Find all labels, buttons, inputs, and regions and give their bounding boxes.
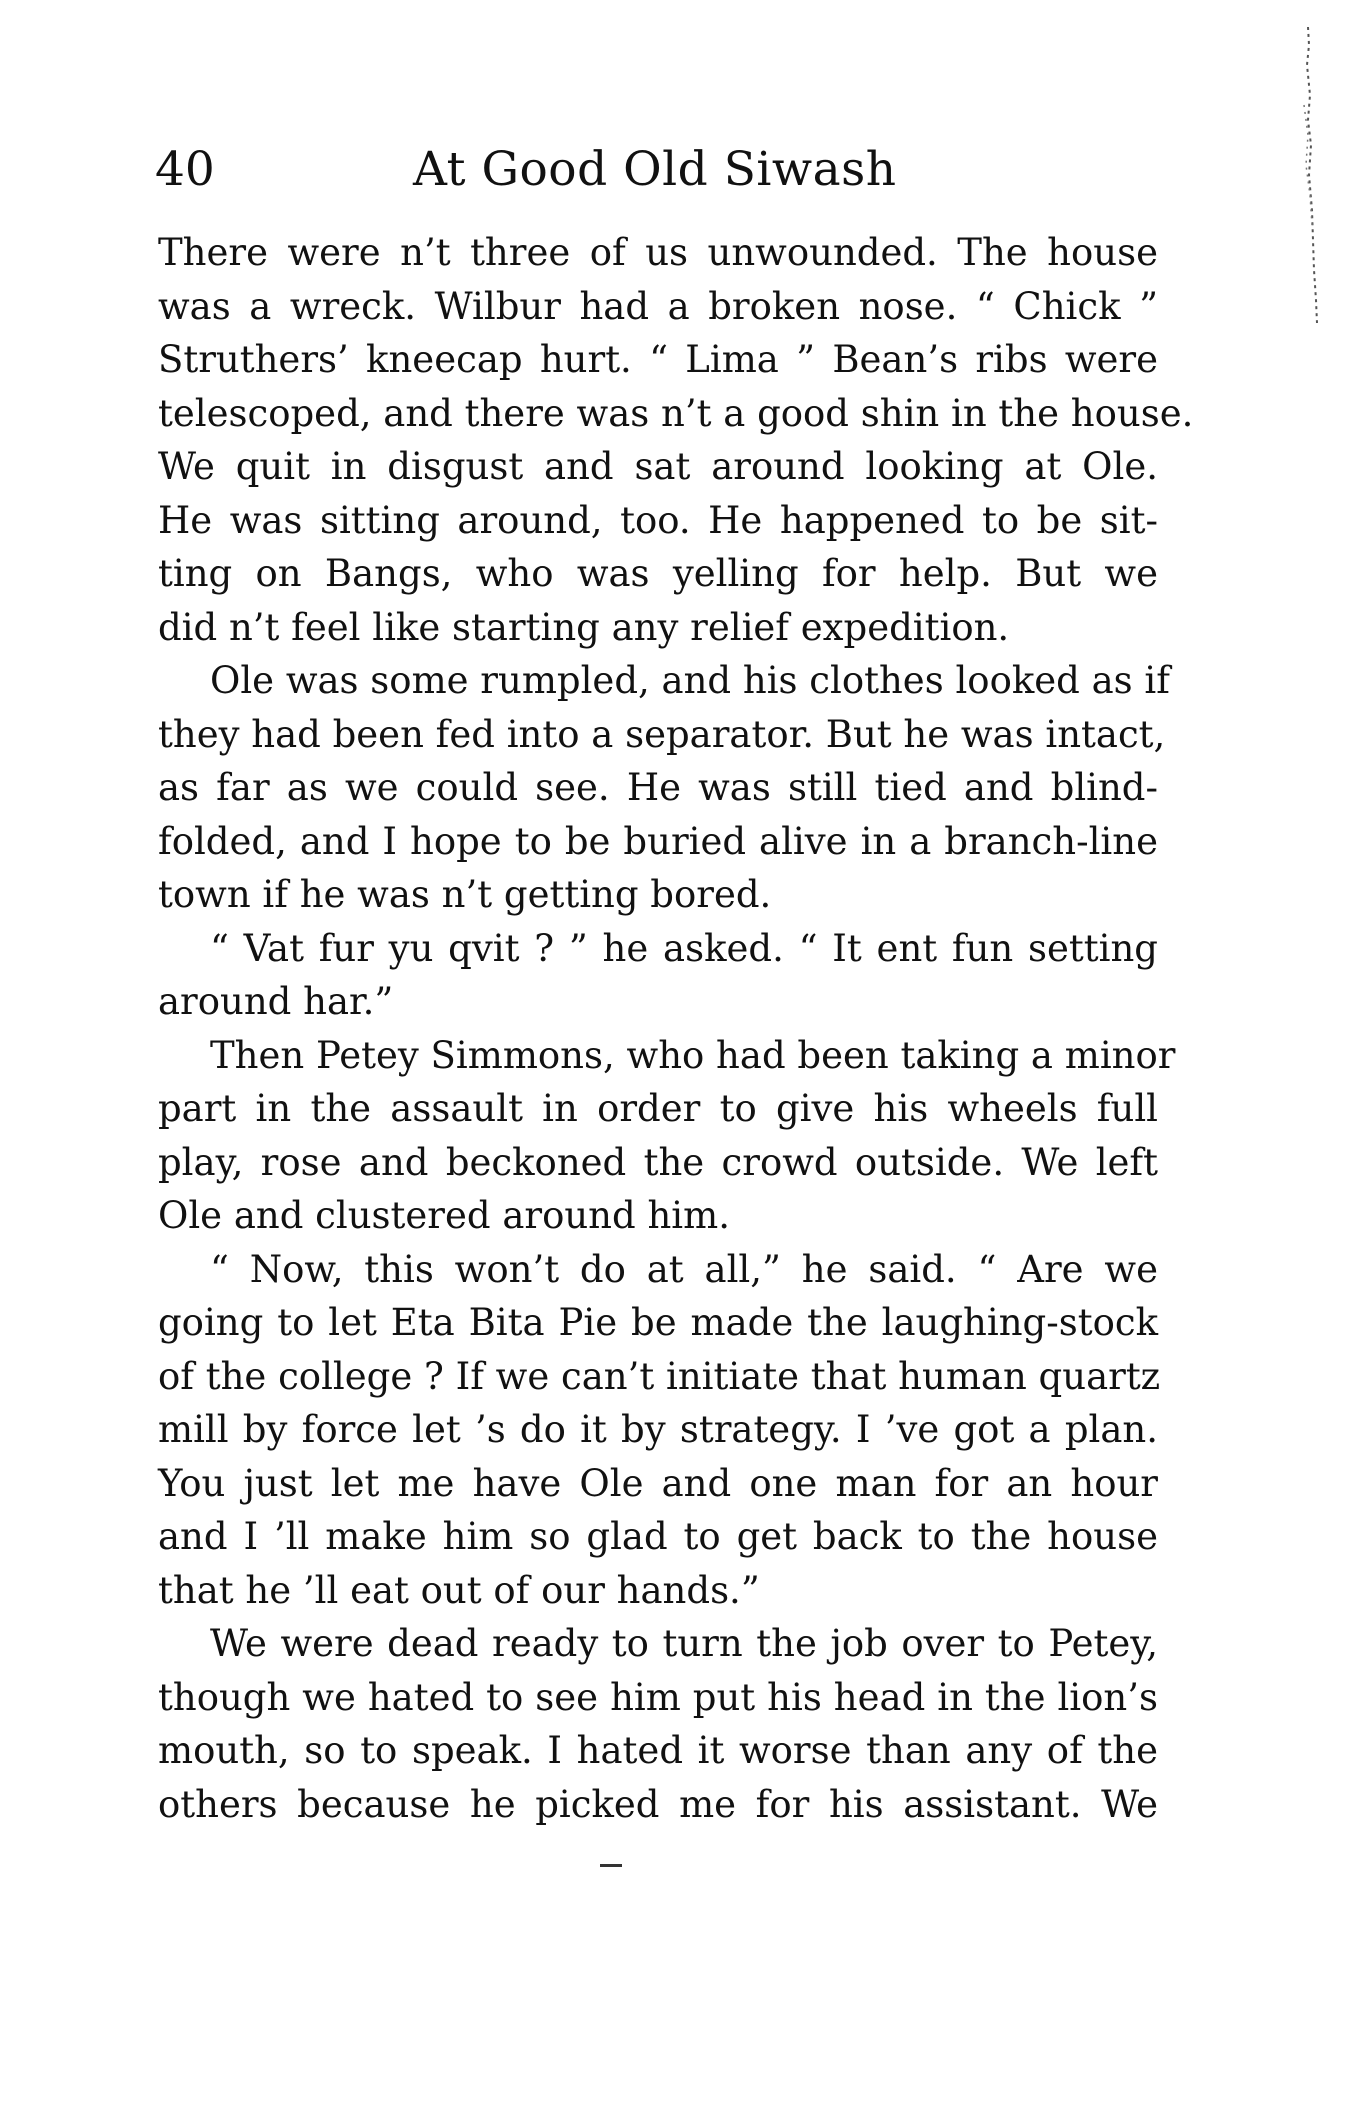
scan-artifact-mark xyxy=(1296,25,1320,325)
text-line: around har.” xyxy=(158,980,394,1023)
text-line: You just let me have Ole and one man for an hour xyxy=(158,1461,1158,1505)
text-line: going to let Eta Bita Pie be made the laughing-stock xyxy=(158,1301,1158,1344)
running-title: At Good Old Siwash xyxy=(413,142,897,197)
text-line: We quit in disgust and sat around looking at Ole. xyxy=(158,445,1158,488)
text-line: part in the assault in order to give his wheels full xyxy=(158,1087,1158,1130)
text-line: of the college ? If we can’t initiate that human quartz xyxy=(158,1354,1161,1398)
text-line: “ Vat fur yu qvit ? ” he asked. “ It ent fun setting xyxy=(210,926,1158,970)
text-line: others because he picked me for his assistant. We xyxy=(158,1782,1158,1826)
text-line: folded, and I hope to be buried alive in a branch-line xyxy=(158,819,1158,863)
text-line: Ole was some rumpled, and his clothes looked as if xyxy=(210,659,1170,702)
text-line: they had been fed into a separator. But he was intact, xyxy=(158,712,1166,756)
text-line: though we hated to see him put his head in the lion’s xyxy=(158,1675,1158,1719)
body-text xyxy=(158,226,1194,1831)
text-line: town if he was n’t getting bored. xyxy=(158,873,772,916)
text-line: did n’t feel like starting any relief expedition. xyxy=(158,605,1010,649)
text-line: Ole and clustered around him. xyxy=(158,1194,730,1237)
text-line: mill by force let ’s do it by strategy. I ’ve got a plan. xyxy=(158,1408,1158,1451)
text-line: ting on Bangs, who was yelling for help. But we xyxy=(158,552,1158,595)
text-line: telescoped, and there was n’t a good shin in the house. xyxy=(158,391,1194,435)
page-number: 40 xyxy=(155,142,215,197)
running-header xyxy=(155,140,1055,200)
text-line: that he ’ll eat out of our hands.” xyxy=(158,1568,760,1612)
text-line: was a wreck. Wilbur had a broken nose. “ Chick ” xyxy=(158,284,1158,328)
page-mark-dash xyxy=(600,1864,622,1867)
text-line: We were dead ready to turn the job over to Petey, xyxy=(210,1622,1158,1665)
text-line: mouth, so to speak. I hated it worse than any of the xyxy=(158,1729,1158,1772)
text-line: “ Now, this won’t do at all,” he said. “ Are we xyxy=(210,1247,1158,1291)
text-line: as far as we could see. He was still tied and blind- xyxy=(158,766,1158,809)
text-line: Then Petey Simmons, who had been taking a minor xyxy=(210,1033,1176,1077)
text-line: He was sitting around, too. He happened to be sit- xyxy=(158,498,1158,542)
text-line: and I ’ll make him so glad to get back to the house xyxy=(158,1515,1158,1558)
text-line: There were n’t three of us unwounded. The house xyxy=(158,231,1158,274)
text-line: play, rose and beckoned the crowd outside. We left xyxy=(158,1140,1158,1184)
text-line: Struthers’ kneecap hurt. “ Lima ” Bean’s ribs were xyxy=(158,338,1158,381)
